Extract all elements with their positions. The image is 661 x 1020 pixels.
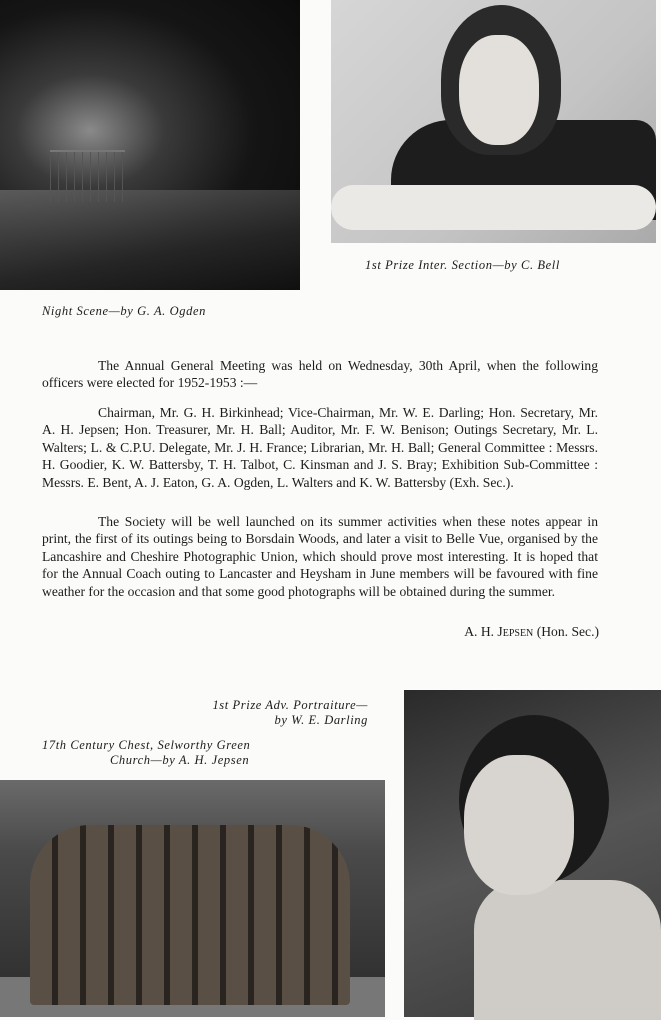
chest-photo <box>0 780 385 1017</box>
night-scene-caption: Night Scene—by G. A. Ogden <box>42 304 206 318</box>
inter-section-portrait-photo <box>331 0 656 243</box>
adv-portraiture-caption <box>212 698 368 728</box>
chest-caption-line1: 17th Century Chest, Selworthy Green <box>42 738 251 752</box>
signature <box>464 624 599 640</box>
night-scene-photo <box>0 0 300 290</box>
agm-paragraph: The Annual General Meeting was held on Wednesday, 30th April, when the following officers were elected for 1952-1953 :— <box>42 358 598 391</box>
chest-caption <box>42 738 250 768</box>
signature-name: A. H. Jepsen <box>464 624 534 639</box>
inter-section-caption: 1st Prize Inter. Section—by C. Bell <box>365 258 560 272</box>
chest-caption-line2: Church—by A. H. Jepsen <box>110 753 250 767</box>
officers-paragraph: Chairman, Mr. G. H. Birkinhead; Vice-Chairman, Mr. W. E. Darling; Hon. Secretary, Mr. A. H. Jepsen; Hon. Treasurer, Mr. H. Ball; Auditor, Mr. F. W. Benison; Outings Secretary, Mr. L. Walters; L. & C.P.U. Delegate, Mr. J. H. France; Librarian, Mr. H. Ball; General Committee : Messrs. H. Goodier, K. W. Battersby, T. H. Talbot, C. Kinsman and J. S. Bray; Exhibition Sub-Committee : Messrs. E. Bent, A. J. Eaton, G. A. Ogden, L. Walters and K. W. Battersby (Exh. Sec.). <box>42 405 598 490</box>
summer-activities-paragraph: The Society will be well launched on its summer activities when these notes appear in print, the first of its outings being to Borsdain Woods, and later a visit to Belle Vue, organised by the Lancashire and Cheshire Photographic Union, which should prove most interesting. It is hoped that for the Annual Coach outing to Lancaster and Heysham in June members will be favoured with fine weather for the occasion and that some good photographs will be obtained during the summer. <box>42 514 598 599</box>
adv-portraiture-photo <box>404 690 661 1017</box>
adv-portraiture-caption-line1: 1st Prize Adv. Portraiture— <box>212 698 368 712</box>
signature-role: (Hon. Sec.) <box>536 624 599 639</box>
adv-portraiture-caption-line2: by W. E. Darling <box>274 713 368 727</box>
